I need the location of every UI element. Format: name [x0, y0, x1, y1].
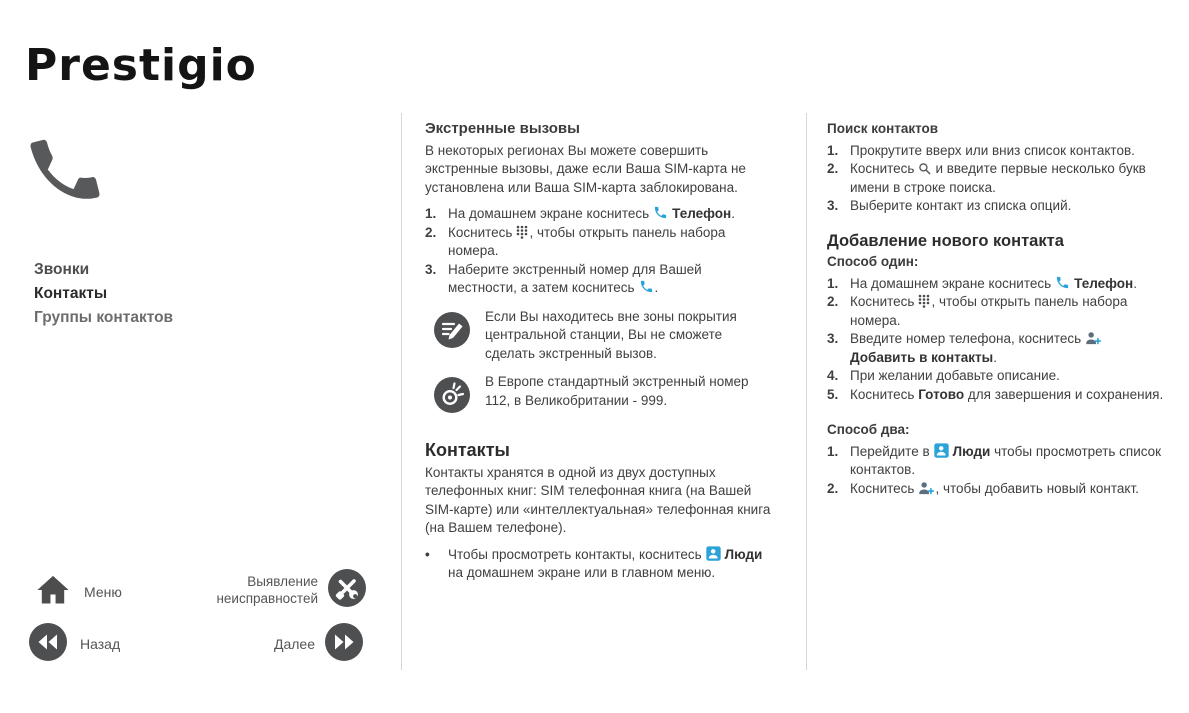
tip-block [425, 373, 773, 415]
menu-label: Меню [84, 584, 122, 600]
paragraph: В некоторых регионах Вы можете совершить экстренные вызовы, даже если Ваша SIM-карта не установлена или Ваша SIM-карта заблокирована. [425, 142, 746, 195]
section-title-contacts: Контакты [425, 440, 510, 460]
column-divider [806, 113, 807, 670]
list-item: 2. Коснитесь и введите первые несколько букв имени в строке поиска. [827, 161, 1146, 195]
phone-icon [1055, 275, 1070, 290]
bullet-marker [425, 546, 448, 583]
next-button[interactable] [247, 624, 364, 664]
list-item: 1. На домашнем экране коснитесь Телефон. [425, 206, 735, 221]
search-icon [918, 162, 931, 175]
prestigio-logo: Prestigio [25, 40, 257, 91]
tools-icon [327, 568, 367, 613]
section-title-emergency-calls: Экстренные вызовы [425, 120, 580, 137]
add-contact-icon [1085, 331, 1101, 345]
next-label: Далее [273, 636, 315, 652]
chapter-phone-icon [28, 124, 102, 221]
list-item: • Чтобы просмотреть контакты, коснитесь Люди на домашнем экране или в главном меню. [425, 546, 773, 583]
home-icon [36, 574, 70, 611]
list-item: 1. Прокрутите вверх или вниз список контактов. [827, 142, 1135, 158]
list-item: 1. На домашнем экране коснитесь Телефон. [827, 275, 1137, 291]
method-one-label: Способ один: [827, 254, 919, 269]
note-text: Если Вы находитесь вне зоны покрытия центральной станции, Вы не сможете сделать экстренный вызов. [485, 308, 737, 361]
list-item: 3. Введите номер телефона, коснитесьДобавить в контакты. [827, 330, 1169, 367]
people-app-icon [934, 443, 949, 458]
list-item: 3. Наберите экстренный номер для Вашей местности, а затем коснитесь . [425, 261, 702, 295]
note-icon [432, 310, 472, 350]
right-column [827, 120, 1169, 498]
troubleshooting-label: Выявление неисправностей [216, 574, 318, 606]
note-block [425, 308, 773, 364]
menu-button[interactable] [36, 572, 122, 612]
phone-icon [653, 205, 668, 220]
dialpad-icon [516, 225, 528, 239]
chapter-link-contact-groups[interactable]: Группы контактов [34, 309, 174, 326]
phone-icon [639, 279, 654, 294]
tip-icon [432, 375, 472, 415]
dialpad-icon [918, 294, 930, 308]
list-item: 4. При желании добавьте описание. [827, 368, 1060, 383]
column-divider [401, 113, 402, 670]
tip-text: В Европе стандартный экстренный номер 112, в Великобритании - 999. [485, 374, 749, 408]
people-app-icon [706, 546, 721, 561]
back-label: Назад [80, 636, 121, 652]
add-contact-icon [918, 481, 934, 495]
list-item: 2. Коснитесь , чтобы добавить новый контакт. [827, 480, 1139, 496]
list-item: 3. Выберите контакт из списка опций. [827, 198, 1072, 213]
list-item: 2. Коснитесь , чтобы открыть панель набора номера. [827, 294, 1128, 328]
back-button[interactable] [28, 624, 120, 664]
method-two-label: Способ два: [827, 422, 910, 437]
section-title-search-contacts: Поиск контактов [827, 121, 939, 136]
chapter-link-contacts[interactable]: Контакты [34, 285, 108, 302]
chapter-link-calls[interactable]: Звонки [34, 261, 90, 278]
list-item: 2. Коснитесь , чтобы открыть панель набора номера. [425, 224, 726, 258]
next-icon [324, 622, 364, 667]
back-icon [28, 622, 68, 667]
middle-column [425, 120, 773, 583]
section-title-add-contact: Добавление нового контакта [827, 231, 1064, 250]
paragraph: Контакты хранятся в одной из двух доступных телефонных книг: SIM телефонная книга (на Вашей SIM-карте) или «интеллектуальная» телефонная книга (на Вашем телефоне). [425, 464, 771, 535]
list-item: 5. Коснитесь Готово для завершения и сохранения. [827, 386, 1164, 402]
chapter-list [34, 258, 173, 330]
troubleshooting-button[interactable] [190, 570, 367, 610]
list-item: 1. Перейдите в Люди чтобы просмотреть список контактов. [827, 443, 1162, 477]
